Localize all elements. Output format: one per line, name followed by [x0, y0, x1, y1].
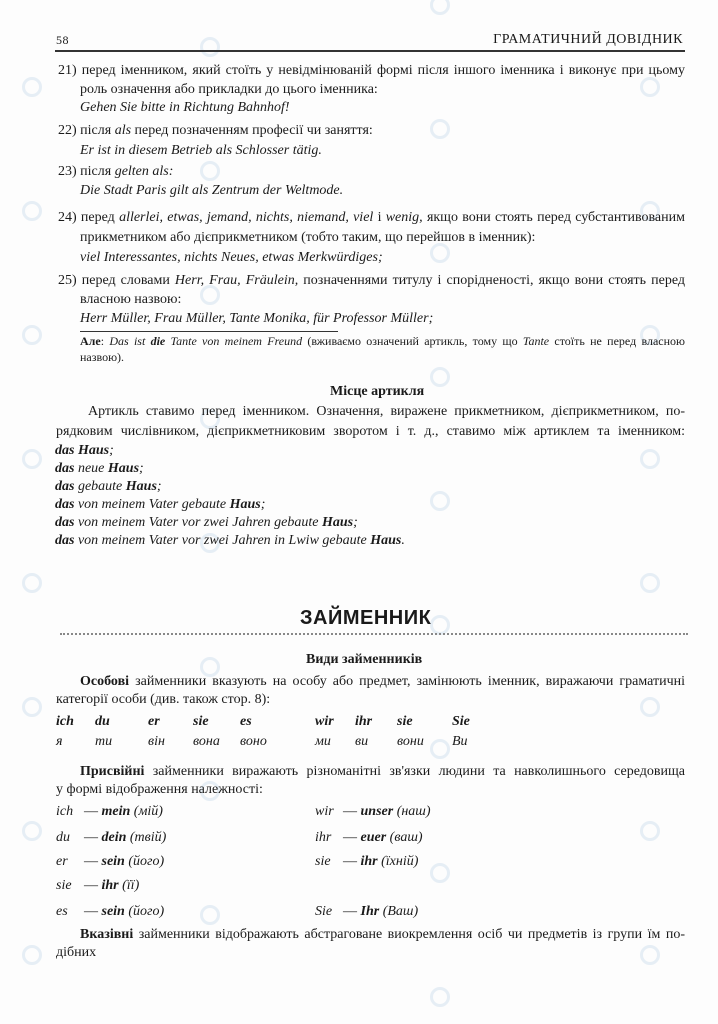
text-segment: 23) після — [58, 164, 115, 179]
translation: (мій) — [133, 804, 163, 819]
possessive-form: euer — [360, 830, 387, 845]
german-pronoun: es — [240, 714, 252, 729]
watermark-logo-icon — [430, 367, 450, 387]
note-line-2 — [80, 350, 124, 365]
text-segment: роль означення або прикладки до цього іменника: — [80, 82, 378, 97]
text-segment: ЗАЙМЕННИК — [300, 607, 432, 629]
text-segment: Особові — [80, 674, 130, 689]
text-segment: von meinem Vater vor zwei Jahren gebaute — [74, 515, 322, 530]
text-segment: das — [55, 443, 78, 458]
ukrainian-pronoun: він — [148, 734, 165, 749]
text-segment: Gehen Sie bitte in Richtung Bahnhof! — [80, 100, 290, 115]
possessive-pronoun-row: er — sein (його) — [56, 854, 165, 869]
text-segment: das — [55, 479, 75, 494]
demonstrative-para-2 — [56, 944, 96, 962]
example-4 — [55, 496, 265, 514]
possessive-form: sein — [101, 904, 125, 919]
possessive-form: dein — [101, 830, 127, 845]
item-21-example — [80, 99, 290, 117]
possessive-para-2 — [56, 781, 263, 799]
text-segment: von meinem Vater gebaute — [74, 497, 230, 512]
german-pronoun: Sie — [452, 714, 470, 729]
text-segment: Haus — [370, 533, 402, 548]
pronoun-types-heading — [306, 651, 422, 669]
example-3 — [55, 478, 162, 496]
item-24-line-2 — [80, 229, 535, 247]
text-segment: прикметником або дієприкметником (тобто таким, що перейшов в іменник): — [80, 230, 536, 245]
text-segment: Присвійні — [80, 764, 145, 779]
text-segment: neue — [74, 461, 108, 476]
translation: (наш) — [396, 804, 431, 819]
watermark-logo-icon — [640, 945, 660, 965]
watermark-logo-icon — [200, 37, 220, 57]
text-segment: ; — [260, 497, 266, 512]
text-segment: 22) після — [58, 123, 115, 138]
ukrainian-pronoun: вона — [193, 734, 220, 749]
possessive-para-1 — [80, 763, 685, 781]
personal-pronoun: wir — [315, 804, 334, 819]
text-segment: Види займенників — [306, 652, 423, 667]
text-segment: 21) перед іменником, який стоїть у невідмінюваній формі після іншого іменника і виконує при цьому — [58, 63, 685, 78]
possessive-form: unser — [360, 804, 394, 819]
german-pronoun: sie — [397, 714, 413, 729]
watermark-logo-icon — [640, 573, 660, 593]
ukrainian-pronoun: вони — [397, 734, 424, 749]
demonstrative-para-1 — [80, 926, 685, 944]
text-segment: Haus — [107, 461, 140, 476]
text-segment: у формі відображення належності: — [56, 782, 263, 797]
ukrainian-pronoun: Ви — [452, 734, 468, 749]
personal-pronoun: ich — [56, 804, 74, 819]
running-header-title: ГРАМАТИЧНИЙ ДОВІДНИК — [493, 32, 683, 47]
text-segment: viel Interessantes, nichts Neues, etwas Merkwürdiges; — [80, 250, 383, 265]
text-segment: власною назвою: — [80, 292, 182, 307]
text-segment: 24) перед — [58, 210, 120, 225]
section-divider — [60, 633, 688, 635]
text-segment: займенники виражають різноманітні зв'язки людини та навколишнього середовища — [144, 764, 685, 779]
ukrainian-pronoun: я — [56, 734, 63, 749]
text-segment: назвою). — [80, 350, 125, 364]
possessive-pronoun-row: wir — unser (наш) — [315, 804, 431, 819]
watermark-logo-icon — [430, 987, 450, 1007]
text-segment: Haus — [321, 515, 354, 530]
example-1 — [55, 442, 114, 460]
translation: (ваш) — [389, 830, 423, 845]
note-line-1 — [80, 334, 685, 349]
watermark-logo-icon — [430, 491, 450, 511]
item-23-example — [80, 182, 343, 200]
text-segment: ; — [156, 479, 162, 494]
german-pronoun: du — [95, 714, 110, 729]
watermark-logo-icon — [22, 697, 42, 717]
watermark-logo-icon — [22, 325, 42, 345]
possessive-form: mein — [101, 804, 131, 819]
text-segment: Але — [80, 334, 101, 348]
text-segment: Вказівні — [80, 927, 134, 942]
ukrainian-pronoun: ви — [355, 734, 369, 749]
watermark-logo-icon — [640, 77, 660, 97]
example-6 — [55, 532, 405, 550]
watermark-logo-icon — [640, 449, 660, 469]
page-number: 58 — [56, 33, 69, 47]
text-segment: wenig, — [385, 210, 423, 225]
item-22-example — [80, 142, 322, 160]
text-segment: das — [55, 461, 75, 476]
section-title — [300, 606, 431, 630]
text-segment: : — [100, 334, 110, 348]
possessive-pronoun-row: du — dein (твій) — [56, 830, 167, 845]
watermark-logo-icon — [22, 77, 42, 97]
text-segment: Er ist in diesem Betrieb als Schlosser tätig. — [80, 143, 322, 158]
text-segment: das — [55, 533, 75, 548]
personal-pronoun: er — [56, 854, 68, 869]
article-position-para-2 — [56, 423, 685, 441]
text-segment: дібних — [56, 945, 97, 960]
possessive-pronoun-row: sie — ihr (її) — [56, 878, 140, 893]
translation: (твій) — [129, 830, 167, 845]
watermark-logo-icon — [200, 161, 220, 181]
text-segment: von meinem Vater vor zwei Jahren in Lwiw gebaute — [74, 533, 371, 548]
possessive-form: ihr — [360, 854, 378, 869]
watermark-logo-icon — [430, 863, 450, 883]
translation: (його) — [128, 904, 165, 919]
watermark-logo-icon — [430, 615, 450, 635]
text-segment: позначеннями титулу і спорідненості, якщо вони стоять перед — [298, 273, 685, 288]
item-25-line-2 — [80, 291, 181, 309]
personal-pronoun: sie — [56, 878, 72, 893]
note-rule — [80, 331, 338, 332]
text-segment: gelten als: — [114, 164, 174, 179]
text-segment: gebaute — [74, 479, 126, 494]
example-5 — [55, 514, 358, 532]
header-rule — [55, 50, 685, 52]
text-segment: . — [401, 533, 405, 548]
ukrainian-pronoun: ми — [315, 734, 331, 749]
ukrainian-pronoun: воно — [240, 734, 267, 749]
text-segment: ; — [353, 515, 358, 530]
text-segment: Haus — [229, 497, 261, 512]
possessive-form: Ihr — [360, 904, 380, 919]
text-segment: 25) перед словами — [58, 273, 175, 288]
text-segment: Haus — [77, 443, 110, 458]
text-segment: das — [55, 497, 75, 512]
german-pronoun: ihr — [355, 714, 373, 729]
text-segment: і — [373, 210, 386, 225]
text-segment: Die Stadt Paris gilt als Zentrum der Weltmode. — [80, 183, 344, 198]
item-21-line-2 — [80, 81, 378, 99]
text-segment: Артикль ставимо перед іменником. Означення, виражене прикметником, дієприкметником, по- — [88, 404, 685, 419]
item-21-line-1 — [58, 62, 685, 80]
text-segment: якщо вони стоять перед субстантивованим — [422, 210, 685, 225]
translation: (їхній) — [381, 854, 419, 869]
text-segment: займенники вказують на особу або предмет, замінюють іменник, виражаючи граматичні — [129, 674, 685, 689]
item-23-line-1 — [58, 163, 173, 181]
watermark-logo-icon — [22, 573, 42, 593]
text-segment: Tante — [522, 334, 550, 348]
possessive-pronoun-row: ich — mein (мій) — [56, 804, 163, 819]
possessive-pronoun-row: sie — ihr (їхній) — [315, 854, 419, 869]
text-segment: займенники відображають абстраговане виокремлення осіб чи предметів із групи їм по- — [133, 927, 685, 942]
german-pronoun: wir — [315, 714, 334, 729]
text-segment: allerlei, etwas, jemand, nichts, niemand, viel — [119, 210, 374, 225]
item-22-line-1 — [58, 122, 373, 140]
german-pronoun: sie — [193, 714, 209, 729]
item-25-line-1 — [58, 272, 685, 290]
item-25-example — [80, 310, 433, 328]
text-segment: das — [55, 515, 75, 530]
personal-pronoun: es — [56, 904, 68, 919]
text-segment: стоїть не перед власною — [549, 334, 685, 348]
text-segment: Das ist — [109, 334, 151, 348]
personal-para-1 — [80, 673, 685, 691]
possessive-pronoun-row: ihr — euer (ваш) — [315, 830, 423, 845]
text-segment: als — [114, 123, 132, 138]
translation: (його) — [128, 854, 165, 869]
article-position-para-1 — [88, 403, 685, 421]
text-segment: Haus — [125, 479, 157, 494]
text-segment: Місце артикля — [330, 384, 425, 399]
watermark-logo-icon — [640, 821, 660, 841]
text-segment: Herr, Frau, Fräulein, — [174, 273, 299, 288]
personal-pronoun: sie — [315, 854, 331, 869]
text-segment: Tante von meinem Freund — [165, 334, 303, 348]
personal-pronoun: Sie — [315, 904, 333, 919]
article-position-heading — [330, 383, 424, 401]
example-2 — [55, 460, 144, 478]
ukrainian-pronoun: ти — [95, 734, 113, 749]
watermark-logo-icon — [430, 0, 450, 15]
watermark-logo-icon — [640, 697, 660, 717]
text-segment: ; — [139, 461, 144, 476]
text-segment: (вживаємо означений артикль, тому що — [302, 334, 523, 348]
german-pronoun: ich — [56, 714, 74, 729]
text-segment: die — [150, 334, 166, 348]
text-segment: ; — [109, 443, 114, 458]
text-segment: рядковим числівником, дієприкметниковим зворотом і т. д., ставимо між артиклем та іменником: — [56, 424, 685, 439]
watermark-logo-icon — [22, 449, 42, 469]
text-segment: перед позначенням професії чи заняття: — [131, 123, 373, 138]
possessive-form: sein — [101, 854, 125, 869]
translation: (Ваш) — [382, 904, 419, 919]
possessive-form: ihr — [101, 878, 119, 893]
watermark-logo-icon — [430, 119, 450, 139]
text-segment: Herr Müller, Frau Müller, Tante Monika, für Professor Müller; — [80, 311, 434, 326]
watermark-logo-icon — [200, 905, 220, 925]
watermark-logo-icon — [430, 739, 450, 759]
watermark-logo-icon — [22, 945, 42, 965]
item-24-line-1 — [58, 209, 685, 227]
personal-pronoun: du — [56, 830, 70, 845]
watermark-logo-icon — [22, 821, 42, 841]
translation: (її) — [122, 878, 140, 893]
possessive-pronoun-row: es — sein (його) — [56, 904, 165, 919]
personal-para-2 — [56, 691, 270, 709]
german-pronoun: er — [148, 714, 160, 729]
personal-pronoun: ihr — [315, 830, 332, 845]
item-24-example — [80, 249, 383, 267]
watermark-logo-icon — [22, 201, 42, 221]
text-segment: категорії особи (див. також стор. 8): — [56, 692, 271, 707]
possessive-pronoun-row: Sie — Ihr (Ваш) — [315, 904, 419, 919]
